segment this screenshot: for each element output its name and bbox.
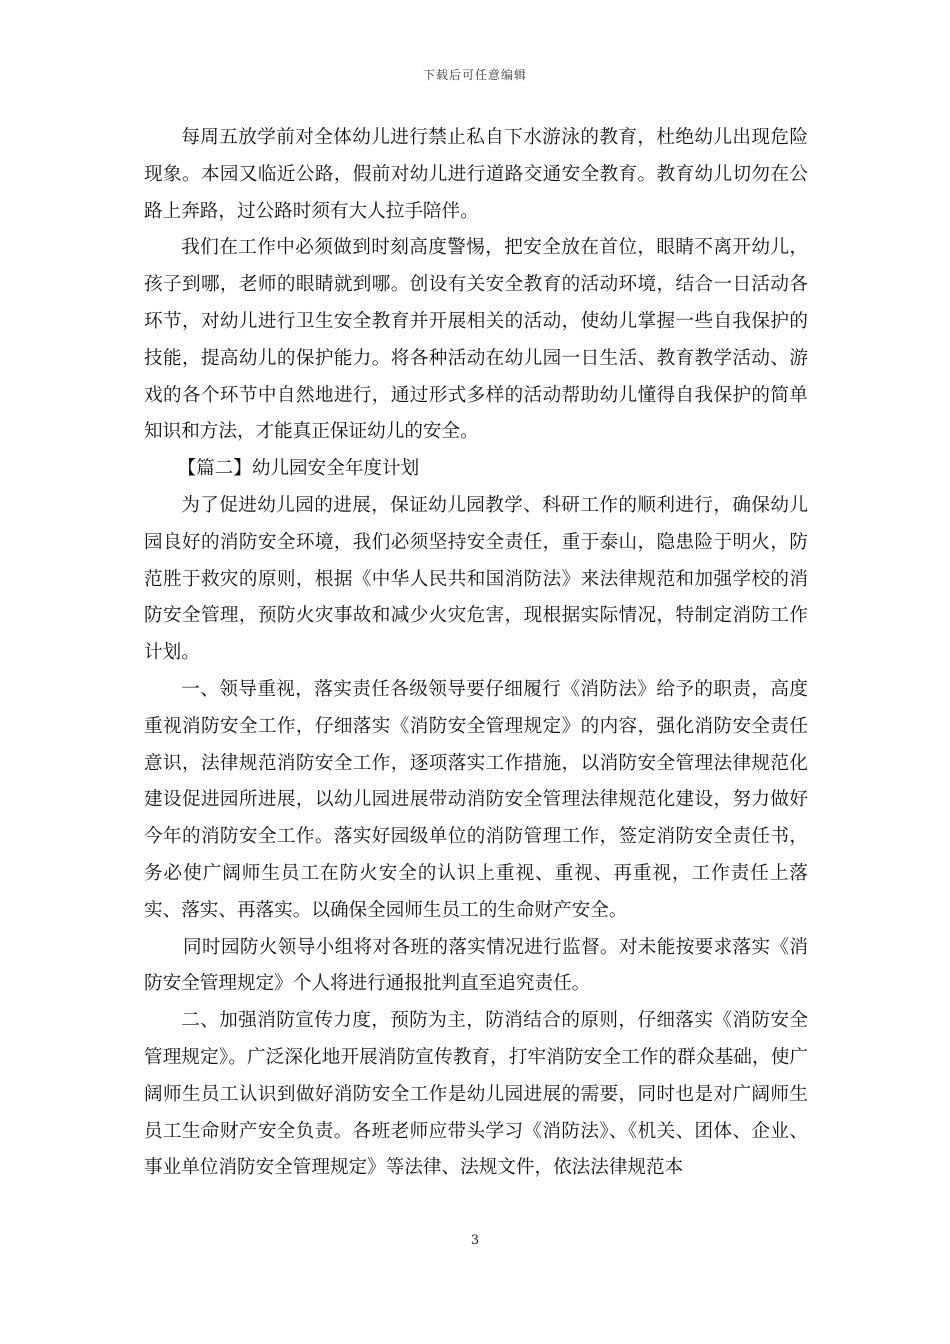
paragraph-supervision: 同时园防火领导小组将对各班的落实情况进行监督。对未能按要求落实《消防安全管理规定》个人将进行通报批判直至追究责任。 — [144, 936, 808, 995]
paragraph-vigilance: 我们在工作中必须做到时刻高度警惕，把安全放在首位，眼睛不离开幼儿，孩子到哪，老师的眼睛就到哪。创设有关安全教育的活动环境，结合一日活动各环节，对幼儿进行卫生安全教育并开展相关的活动，使幼儿掌握一些自我保护的技能，提高幼儿的保护能力。将各种活动在幼儿园一日生活、教育教学活动、游戏的各个环节中自然地进行，通过形式多样的活动帮助幼儿懂得自我保护的简单知识和方法，才能真正保证幼儿的安全。 — [144, 237, 808, 443]
paragraph-leadership: 一、领导重视，落实责任各级领导要仔细履行《消防法》给予的职责，高度重视消防安全工作，仔细落实《消防安全管理规定》的内容，强化消防安全责任意识，法律规范消防安全工作，逐项落实工作措施，以消防安全管理法律规范化建设促进园所进展，以幼儿园进展带动消防安全管理法律规范化建设，努力做好今年的消防安全工作。落实好园级单位的消防管理工作，签定消防安全责任书，务必使广阔师生员工在防火安全的认识上重视、重视、再重视，工作责任上落实、落实、再落实。以确保全园师生员工的生命财产安全。 — [144, 678, 808, 921]
document-body — [144, 120, 808, 1187]
page-header: 下载后可任意编辑 — [422, 68, 527, 82]
paragraph-swimming-safety: 每周五放学前对全体幼儿进行禁止私自下水游泳的教育，杜绝幼儿出现危险现象。本园又临近公路，假前对幼儿进行道路交通安全教育。教育幼儿切勿在公路上奔路，过公路时须有大人拉手陪伴。 — [144, 127, 808, 222]
paragraph-fire-safety-intro: 为了促进幼儿园的进展，保证幼儿园教学、科研工作的顺利进行，确保幼儿园良好的消防安全环境，我们必须坚持安全责任，重于泰山，隐患险于明火，防范胜于救灾的原则，根据《中华人民共和国消防法》来法律规范和加强学校的消防安全管理，预防火灾事故和减少火灾危害，现根据实际情况，特制定消防工作计划。 — [144, 494, 808, 664]
section-heading: 【篇二】幼儿园安全年度计划 — [177, 458, 420, 480]
page-number: 3 — [470, 1233, 480, 1248]
paragraph-publicity: 二、加强消防宣传力度，预防为主，防消结合的原则，仔细落实《消防安全管理规定》。广泛深化地开展消防宣传教育，打牢消防安全工作的群众基础，使广阔师生员工认识到做好消防安全工作是幼儿园进展的需要，同时也是对广阔师生员工生命财产安全负责。各班老师应带头学习《消防法》、《机关、团体、企业、事业单位消防安全管理规定》等法律、法规文件，依法法律规范本 — [144, 1010, 808, 1179]
